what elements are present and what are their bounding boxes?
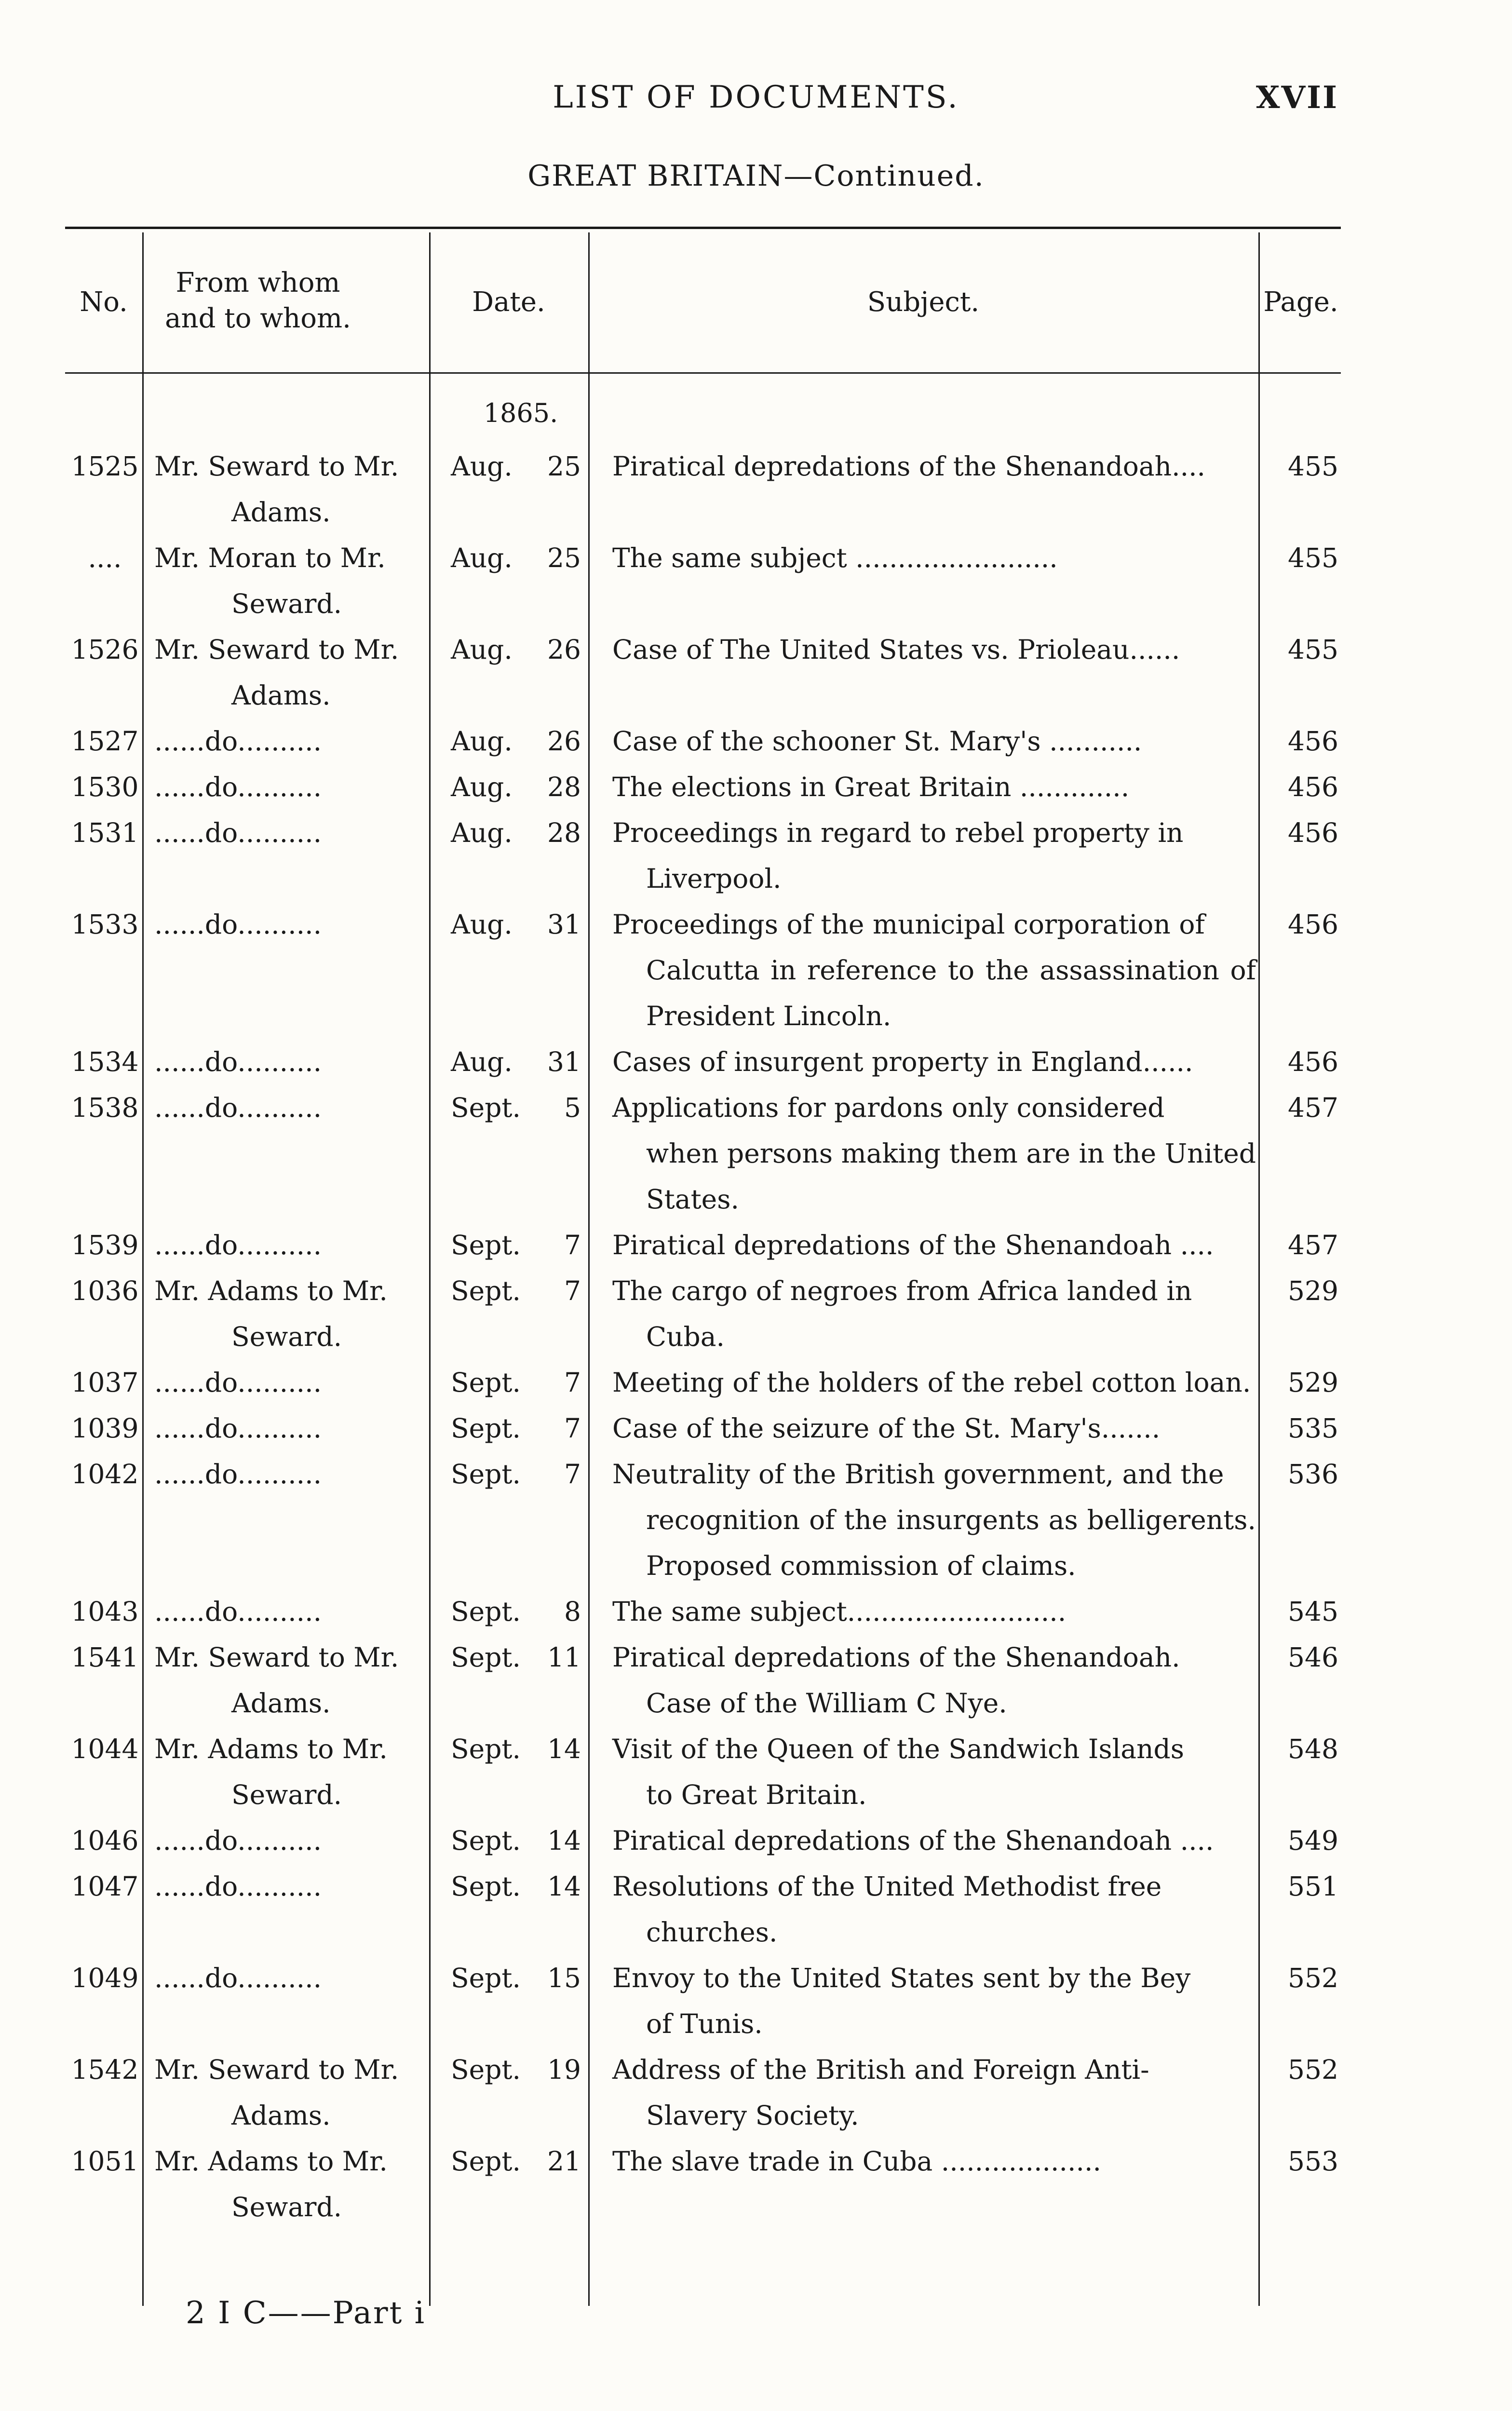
from-to — [145, 718, 432, 764]
page-ref: 536 — [1288, 1459, 1338, 1490]
page-ref: 455 — [1288, 451, 1338, 482]
subject — [591, 810, 1261, 902]
date — [432, 1268, 591, 1360]
subject — [591, 1451, 1261, 1589]
page-ref: 456 — [1288, 817, 1338, 848]
from-line: Mr. Seward to Mr. — [154, 2054, 399, 2085]
date — [432, 1085, 591, 1222]
page-ref: 457 — [1288, 1230, 1338, 1260]
date — [432, 1589, 591, 1635]
from-line: ......do.......... — [154, 1871, 322, 1902]
subject-line: Proceedings in regard to rebel property in — [612, 817, 1184, 848]
from-to — [145, 1589, 432, 1635]
from-line-2: Adams. — [231, 1688, 331, 1719]
from-to — [145, 2047, 432, 2139]
subject-line: Envoy to the United States sent by the Bey — [612, 1963, 1191, 1993]
from-to — [145, 1864, 432, 1955]
subject — [591, 535, 1261, 627]
date — [432, 1039, 591, 1085]
subject — [591, 1085, 1261, 1222]
date — [432, 902, 591, 1039]
from-line: ......do.......... — [154, 726, 322, 757]
date-month: Sept. — [451, 1230, 521, 1260]
page-title: LIST OF DOCUMENTS. — [553, 80, 959, 115]
from-line: Mr. Seward to Mr. — [154, 1642, 399, 1673]
from-to — [145, 627, 432, 718]
from-line-2: Seward. — [231, 1321, 342, 1352]
subject — [591, 764, 1261, 810]
date-day: 26 — [547, 634, 581, 665]
date-month: Sept. — [451, 1275, 521, 1306]
date-month: Sept. — [451, 1596, 521, 1627]
doc-number: 1530 — [71, 772, 139, 802]
from-line-2: Seward. — [231, 588, 342, 619]
date-day: 21 — [547, 2146, 581, 2177]
date-day: 14 — [547, 1734, 581, 1764]
date-day: 31 — [547, 909, 581, 940]
from-to — [145, 444, 432, 535]
table-row — [65, 1085, 1341, 1222]
section-title: GREAT BRITAIN—Continued. — [527, 159, 985, 193]
from-to — [145, 1406, 432, 1451]
date-day: 28 — [547, 817, 581, 848]
date-day: 7 — [564, 1459, 581, 1490]
page-ref: 529 — [1288, 1275, 1338, 1306]
subject-line: The elections in Great Britain ............. — [612, 772, 1130, 802]
date-day: 7 — [564, 1230, 581, 1260]
subject-line: The cargo of negroes from Africa landed in — [612, 1275, 1192, 1306]
page-ref: 529 — [1288, 1367, 1338, 1398]
date-day: 25 — [547, 451, 581, 482]
from-line: ......do.......... — [154, 1367, 322, 1398]
page-ref: 545 — [1288, 1596, 1338, 1627]
from-to — [145, 1818, 432, 1864]
page-ref: 457 — [1288, 1092, 1338, 1123]
table-row — [65, 1451, 1341, 1589]
from-to — [145, 1955, 432, 2047]
subject — [591, 1589, 1261, 1635]
subject-line: Proceedings of the municipal corporation of — [612, 909, 1205, 940]
date-month: Aug. — [451, 817, 513, 848]
subject-line: Cases of insurgent property in England...... — [612, 1046, 1193, 1077]
date-month: Aug. — [451, 726, 513, 757]
page-ref: 456 — [1288, 772, 1338, 802]
subject — [591, 1360, 1261, 1406]
date-month: Aug. — [451, 542, 513, 573]
date — [432, 1818, 591, 1864]
date — [432, 1955, 591, 2047]
page-ref: 546 — [1288, 1642, 1338, 1673]
date — [432, 1222, 591, 1268]
from-line: ......do.......... — [154, 1825, 322, 1856]
subject-line: Piratical depredations of the Shenandoah .... — [612, 1230, 1214, 1260]
subject — [591, 1406, 1261, 1451]
date-month: Sept. — [451, 1413, 521, 1444]
from-line: Mr. Adams to Mr. — [154, 1275, 388, 1306]
subject-line: Case of the schooner St. Mary's ........... — [612, 726, 1142, 757]
date-month: Aug. — [451, 772, 513, 802]
table-row — [65, 1360, 1341, 1406]
from-line-2: Adams. — [231, 497, 331, 528]
subject-line: Visit of the Queen of the Sandwich Islands — [612, 1734, 1184, 1764]
doc-number: 1047 — [71, 1871, 139, 1902]
subject — [591, 902, 1261, 1039]
date — [432, 1451, 591, 1589]
from-line: Mr. Adams to Mr. — [154, 1734, 388, 1764]
page-ref: 535 — [1288, 1413, 1338, 1444]
from-line: ......do.......... — [154, 909, 322, 940]
from-line: Mr. Moran to Mr. — [154, 542, 386, 573]
date — [432, 1864, 591, 1955]
subject — [591, 2047, 1261, 2139]
from-to — [145, 902, 432, 1039]
table-row — [65, 1955, 1341, 2047]
date-day: 14 — [547, 1871, 581, 1902]
date-day: 28 — [547, 772, 581, 802]
date-day: 19 — [547, 2054, 581, 2085]
doc-number: .... — [88, 542, 122, 573]
subject — [591, 1726, 1261, 1818]
doc-number: 1531 — [71, 817, 139, 848]
from-line: Mr. Seward to Mr. — [154, 634, 399, 665]
table-row — [65, 2139, 1341, 2230]
date-month: Sept. — [451, 1825, 521, 1856]
doc-number: 1049 — [71, 1963, 139, 1993]
page-ref: 552 — [1288, 2054, 1338, 2085]
column-header-no: No. — [80, 286, 128, 318]
doc-number: 1527 — [71, 726, 139, 757]
subject — [591, 1268, 1261, 1360]
subject-line: Piratical depredations of the Shenandoah. — [612, 1642, 1180, 1673]
doc-number: 1051 — [71, 2146, 139, 2177]
from-line: ......do.......... — [154, 817, 322, 848]
date-month: Sept. — [451, 1459, 521, 1490]
table-top-rule — [65, 227, 1341, 229]
column-header-date: Date. — [472, 286, 545, 318]
doc-number: 1043 — [71, 1596, 139, 1627]
date-month: Sept. — [451, 1963, 521, 1993]
from-line: ......do.......... — [154, 1413, 322, 1444]
column-header-page: Page. — [1263, 286, 1338, 318]
date — [432, 1635, 591, 1726]
date — [432, 535, 591, 627]
page-ref: 549 — [1288, 1825, 1338, 1856]
from-to — [145, 1726, 432, 1818]
doc-number: 1036 — [71, 1275, 139, 1306]
subject-continuation: Slavery Society. — [646, 2100, 859, 2131]
doc-number: 1039 — [71, 1413, 139, 1444]
page-ref: 455 — [1288, 634, 1338, 665]
date — [432, 2139, 591, 2230]
table-row — [65, 1589, 1341, 1635]
date-month: Sept. — [451, 1092, 521, 1123]
subject-continuation: Cuba. — [646, 1321, 725, 1352]
table-row — [65, 535, 1341, 627]
from-to — [145, 1039, 432, 1085]
from-line: ......do.......... — [154, 1596, 322, 1627]
from-to — [145, 535, 432, 627]
doc-number: 1538 — [71, 1092, 139, 1123]
date — [432, 2047, 591, 2139]
page-ref: 456 — [1288, 726, 1338, 757]
date-day: 14 — [547, 1825, 581, 1856]
doc-number: 1525 — [71, 451, 139, 482]
from-line-2: Adams. — [231, 2100, 331, 2131]
from-to — [145, 1085, 432, 1222]
table-body — [65, 444, 1341, 2230]
table-row — [65, 1222, 1341, 1268]
doc-number: 1044 — [71, 1734, 139, 1764]
from-line: ......do.......... — [154, 1092, 322, 1123]
subject — [591, 444, 1261, 535]
subject-line: Piratical depredations of the Shenandoah .... — [612, 1825, 1214, 1856]
date-month: Sept. — [451, 1367, 521, 1398]
from-to — [145, 1635, 432, 1726]
subject-continuation: when persons making them are in the United States. — [646, 1138, 1256, 1215]
date — [432, 627, 591, 718]
from-to — [145, 1222, 432, 1268]
subject — [591, 1222, 1261, 1268]
subject-line: Meeting of the holders of the rebel cotton loan. — [612, 1367, 1251, 1398]
subject — [591, 627, 1261, 718]
page-ref: 456 — [1288, 909, 1338, 940]
table-row — [65, 1818, 1341, 1864]
from-to — [145, 764, 432, 810]
subject-line: The same subject.......................... — [612, 1596, 1066, 1627]
date — [432, 718, 591, 764]
date-month: Sept. — [451, 1734, 521, 1764]
subject-continuation: Calcutta in reference to the assassination of President Lincoln. — [646, 955, 1256, 1031]
table-row — [65, 1864, 1341, 1955]
from-line: ......do.......... — [154, 772, 322, 802]
table-row — [65, 627, 1341, 718]
page-ref: 553 — [1288, 2146, 1338, 2177]
from-to — [145, 1451, 432, 1589]
from-line: ......do.......... — [154, 1459, 322, 1490]
date-day: 26 — [547, 726, 581, 757]
subject — [591, 1818, 1261, 1864]
doc-number: 1046 — [71, 1825, 139, 1856]
subject — [591, 1955, 1261, 2047]
page-ref: 456 — [1288, 1046, 1338, 1077]
date-day: 5 — [564, 1092, 581, 1123]
subject-continuation: churches. — [646, 1917, 778, 1948]
table-row — [65, 764, 1341, 810]
subject-line: Resolutions of the United Methodist free — [612, 1871, 1162, 1902]
page-number: XVII — [1256, 80, 1338, 116]
date-day: 25 — [547, 542, 581, 573]
subject-line: Case of the seizure of the St. Mary's....... — [612, 1413, 1161, 1444]
page-header — [0, 80, 1512, 123]
page-ref: 548 — [1288, 1734, 1338, 1764]
subject-line: Neutrality of the British government, and the — [612, 1459, 1224, 1490]
from-line: ......do.......... — [154, 1046, 322, 1077]
date-month: Aug. — [451, 1046, 513, 1077]
subject-line: The same subject ........................ — [612, 542, 1058, 573]
table-row — [65, 444, 1341, 535]
from-to — [145, 810, 432, 902]
subject-continuation: Case of the William C Nye. — [646, 1688, 1007, 1719]
doc-number: 1037 — [71, 1367, 139, 1398]
table-row — [65, 1406, 1341, 1451]
subject — [591, 718, 1261, 764]
date-day: 7 — [564, 1275, 581, 1306]
from-line: Mr. Adams to Mr. — [154, 2146, 388, 2177]
from-to — [145, 1360, 432, 1406]
from-line-2: Seward. — [231, 2192, 342, 2222]
date-day: 7 — [564, 1367, 581, 1398]
doc-number: 1533 — [71, 909, 139, 940]
table-row — [65, 1268, 1341, 1360]
subject — [591, 1864, 1261, 1955]
page-ref: 551 — [1288, 1871, 1338, 1902]
date — [432, 1360, 591, 1406]
table-row — [65, 1635, 1341, 1726]
date-day: 11 — [547, 1642, 581, 1673]
subject-continuation: Liverpool. — [646, 863, 782, 894]
table-row — [65, 810, 1341, 902]
table-row — [65, 1039, 1341, 1085]
date-month: Sept. — [451, 2146, 521, 2177]
from-line: Mr. Seward to Mr. — [154, 451, 399, 482]
subject-line: Applications for pardons only considered — [612, 1092, 1165, 1123]
doc-number: 1534 — [71, 1046, 139, 1077]
date-day: 7 — [564, 1413, 581, 1444]
subject-continuation: to Great Britain. — [646, 1779, 867, 1810]
subject — [591, 1039, 1261, 1085]
from-line-2: Seward. — [231, 1779, 342, 1810]
signature-mark: 2 I C——Part i — [186, 2295, 426, 2331]
subject-line: Case of The United States vs. Prioleau...... — [612, 634, 1180, 665]
date-day: 8 — [564, 1596, 581, 1627]
subject — [591, 1635, 1261, 1726]
page-ref: 455 — [1288, 542, 1338, 573]
subject-line: The slave trade in Cuba ................... — [612, 2146, 1101, 2177]
table-row — [65, 2047, 1341, 2139]
doc-number: 1526 — [71, 634, 139, 665]
subject — [591, 2139, 1261, 2230]
date-month: Sept. — [451, 1871, 521, 1902]
header-bottom-rule — [65, 372, 1341, 374]
table-row — [65, 718, 1341, 764]
subject-line: Piratical depredations of the Shenandoah.... — [612, 451, 1206, 482]
subject-line: Address of the British and Foreign Anti- — [612, 2054, 1149, 2085]
date — [432, 810, 591, 902]
subject-continuation: of Tunis. — [646, 2008, 763, 2039]
date — [432, 764, 591, 810]
doc-number: 1541 — [71, 1642, 139, 1673]
date-month: Sept. — [451, 1642, 521, 1673]
from-to — [145, 1268, 432, 1360]
page-ref: 552 — [1288, 1963, 1338, 1993]
date — [432, 444, 591, 535]
column-header-from-to: From whom and to whom. — [165, 267, 351, 334]
from-line: ......do.......... — [154, 1963, 322, 1993]
year-label: 1865. — [483, 398, 558, 428]
documents-table — [65, 227, 1341, 2310]
date-month: Aug. — [451, 909, 513, 940]
from-to — [145, 2139, 432, 2230]
date-day: 15 — [547, 1963, 581, 1993]
date-day: 31 — [547, 1046, 581, 1077]
column-header-subject: Subject. — [867, 286, 980, 318]
date-month: Sept. — [451, 2054, 521, 2085]
table-row — [65, 902, 1341, 1039]
date — [432, 1726, 591, 1818]
from-line-2: Adams. — [231, 680, 331, 711]
doc-number: 1542 — [71, 2054, 139, 2085]
subject-continuation: recognition of the insurgents as belligerents. Proposed commission of claims. — [646, 1504, 1256, 1581]
doc-number: 1539 — [71, 1230, 139, 1260]
doc-number: 1042 — [71, 1459, 139, 1490]
table-row — [65, 1726, 1341, 1818]
date-month: Aug. — [451, 451, 513, 482]
date-month: Aug. — [451, 634, 513, 665]
date — [432, 1406, 591, 1451]
from-line: ......do.......... — [154, 1230, 322, 1260]
